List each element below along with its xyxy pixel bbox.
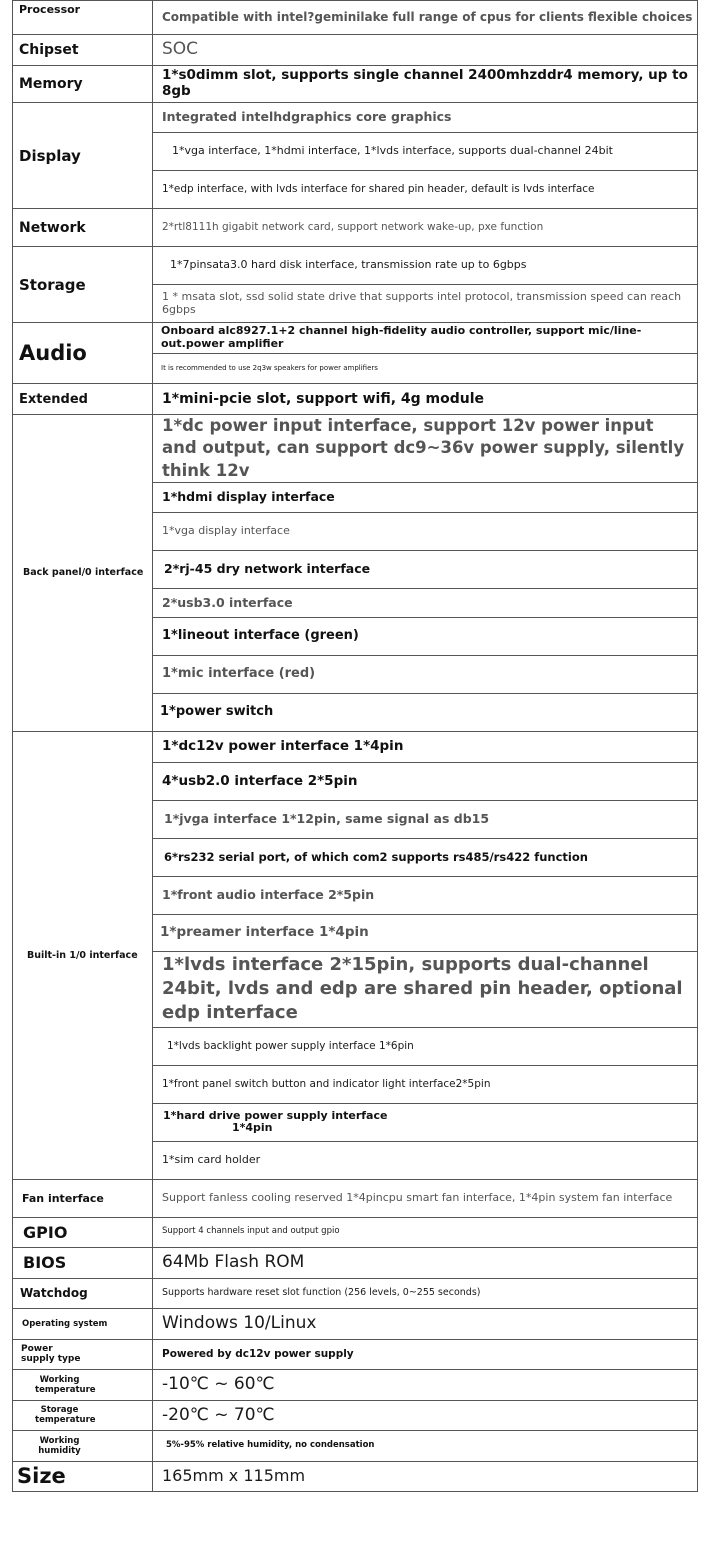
spec-row-network bbox=[13, 209, 698, 247]
spec-value: SOC bbox=[153, 35, 698, 66]
spec-row-bios bbox=[13, 1247, 698, 1278]
spec-value: 2*usb3.0 interface bbox=[153, 588, 698, 617]
spec-value: 1*vga display interface bbox=[153, 512, 698, 550]
spec-row-memory bbox=[13, 66, 698, 103]
spec-label: BIOS bbox=[13, 1247, 153, 1278]
spec-label: Fan interface bbox=[13, 1179, 153, 1217]
spec-value: 1 * msata slot, ssd solid state drive that supports intel protocol, transmission speed can reach 6gbps bbox=[153, 285, 698, 323]
spec-value: 1*7pinsata3.0 hard disk interface, transmission rate up to 6gbps bbox=[153, 247, 698, 285]
spec-value: Supports hardware reset slot function (256 levels, 0~255 seconds) bbox=[153, 1278, 698, 1308]
spec-row-working-humidity bbox=[13, 1430, 698, 1461]
spec-value: -10℃ ~ 60℃ bbox=[153, 1369, 698, 1400]
spec-value: 1*edp interface, with lvds interface for shared pin header, default is lvds interface bbox=[153, 171, 698, 209]
spec-label: Back panel/0 interface bbox=[13, 415, 153, 732]
spec-row-display bbox=[13, 103, 698, 133]
spec-row-working-temperature bbox=[13, 1369, 698, 1400]
spec-label: Network bbox=[13, 209, 153, 247]
spec-label: Built-in 1/0 interface bbox=[13, 731, 153, 1179]
spec-label: Storage bbox=[13, 247, 153, 323]
spec-label: Chipset bbox=[13, 35, 153, 66]
spec-row-processor bbox=[13, 1, 698, 35]
spec-row-extended bbox=[13, 384, 698, 415]
spec-value: Support 4 channels input and output gpio bbox=[153, 1217, 698, 1247]
spec-value: 1*mic interface (red) bbox=[153, 655, 698, 693]
spec-value: 1*sim card holder bbox=[153, 1141, 698, 1179]
spec-label: Extended bbox=[13, 384, 153, 415]
spec-value: Powered by dc12v power supply bbox=[153, 1339, 698, 1369]
spec-label: Storage temperature bbox=[13, 1400, 153, 1430]
spec-value: 165mm x 115mm bbox=[153, 1461, 698, 1491]
spec-value: It is recommended to use 2q3w speakers for power amplifiers bbox=[153, 354, 698, 384]
spec-row-back-panel bbox=[13, 415, 698, 483]
spec-value: 6*rs232 serial port, of which com2 supports rs485/rs422 function bbox=[153, 838, 698, 876]
spec-row-storage bbox=[13, 247, 698, 285]
spec-label: GPIO bbox=[13, 1217, 153, 1247]
spec-value: 1*vga interface, 1*hdmi interface, 1*lvds interface, supports dual-channel 24bit bbox=[153, 133, 698, 171]
spec-label: Processor bbox=[13, 1, 153, 35]
spec-value: 1*lvds interface 2*15pin, supports dual-channel 24bit, lvds and edp are shared pin header, optional edp interface bbox=[153, 951, 698, 1027]
spec-value: Onboard alc8927.1+2 channel high-fidelity audio controller, support mic/line-out.power amplifier bbox=[153, 323, 698, 354]
spec-value: 1*dc12v power interface 1*4pin bbox=[153, 731, 698, 762]
spec-value: 1*lvds backlight power supply interface 1*6pin bbox=[153, 1027, 698, 1065]
spec-label: Power supply type bbox=[13, 1339, 153, 1369]
spec-value: 1*front audio interface 2*5pin bbox=[153, 876, 698, 914]
spec-value: 1*jvga interface 1*12pin, same signal as db15 bbox=[153, 800, 698, 838]
spec-row-os bbox=[13, 1308, 698, 1339]
spec-value: 1*hard drive power supply interface 1*4pin bbox=[153, 1103, 698, 1141]
spec-value: Windows 10/Linux bbox=[153, 1308, 698, 1339]
spec-value: 1*preamer interface 1*4pin bbox=[153, 914, 698, 951]
spec-row-storage-temperature bbox=[13, 1400, 698, 1430]
spec-value: Integrated intelhdgraphics core graphics bbox=[153, 103, 698, 133]
spec-value: 1*front panel switch button and indicator light interface2*5pin bbox=[153, 1065, 698, 1103]
spec-value: 1*hdmi display interface bbox=[153, 482, 698, 512]
spec-value: 64Mb Flash ROM bbox=[153, 1247, 698, 1278]
spec-value: 1*s0dimm slot, supports single channel 2400mhzddr4 memory, up to 8gb bbox=[153, 66, 698, 103]
spec-row-size bbox=[13, 1461, 698, 1491]
spec-label: Working humidity bbox=[13, 1430, 153, 1461]
spec-row-audio bbox=[13, 323, 698, 354]
spec-value: 5%-95% relative humidity, no condensation bbox=[153, 1430, 698, 1461]
spec-row-power-supply bbox=[13, 1339, 698, 1369]
spec-row-gpio bbox=[13, 1217, 698, 1247]
spec-value: 4*usb2.0 interface 2*5pin bbox=[153, 762, 698, 800]
spec-value: 1*mini-pcie slot, support wifi, 4g module bbox=[153, 384, 698, 415]
spec-label: Display bbox=[13, 103, 153, 209]
spec-row-built-in bbox=[13, 731, 698, 762]
spec-row-watchdog bbox=[13, 1278, 698, 1308]
spec-row-chipset bbox=[13, 35, 698, 66]
spec-label: Operating system bbox=[13, 1308, 153, 1339]
spec-value: 1*lineout interface (green) bbox=[153, 617, 698, 655]
spec-label: Memory bbox=[13, 66, 153, 103]
spec-label: Audio bbox=[13, 323, 153, 384]
spec-value: -20℃ ~ 70℃ bbox=[153, 1400, 698, 1430]
spec-row-fan bbox=[13, 1179, 698, 1217]
spec-value: 1*dc power input interface, support 12v power input and output, can support dc9~36v power supply, silently think 12v bbox=[153, 415, 698, 483]
spec-label: Watchdog bbox=[13, 1278, 153, 1308]
spec-value: 2*rtl8111h gigabit network card, support network wake-up, pxe function bbox=[153, 209, 698, 247]
spec-value: 2*rj-45 dry network interface bbox=[153, 550, 698, 588]
spec-value: 1*power switch bbox=[153, 693, 698, 731]
spec-label: Working temperature bbox=[13, 1369, 153, 1400]
spec-label: Size bbox=[13, 1461, 153, 1491]
spec-table bbox=[12, 0, 698, 1492]
spec-value: Compatible with intel?geminilake full range of cpus for clients flexible choices bbox=[153, 1, 698, 35]
spec-value: Support fanless cooling reserved 1*4pincpu smart fan interface, 1*4pin system fan interface bbox=[153, 1179, 698, 1217]
